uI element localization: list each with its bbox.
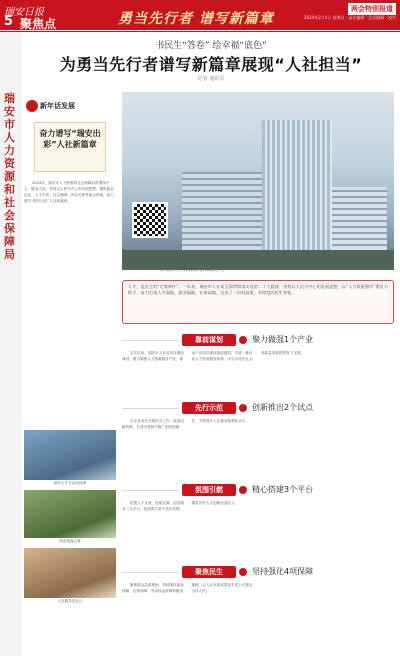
article-kicker: 书民生“答卷” 绘幸福“底色” bbox=[155, 41, 267, 51]
building-shape bbox=[262, 120, 332, 250]
section-heading: 坚持强化4项保障 bbox=[252, 567, 314, 576]
left-column bbox=[24, 90, 116, 650]
masthead bbox=[0, 0, 400, 30]
paper-name: 瑞安日报 bbox=[4, 7, 44, 18]
section-label: 先行示范 bbox=[182, 402, 236, 414]
section-heading: 精心搭建3个平台 bbox=[252, 485, 314, 494]
event-photo bbox=[24, 548, 116, 598]
section-name: 聚焦点 bbox=[20, 17, 57, 31]
section-body: 去年以来，瑞安市人社局坚持靠前谋划，聚力做强人力资源服务产业，推动产业园区建设提质增效，引进一批优质人力资源服务机构，为全市经济社会高质量发展提供有力支撑。 bbox=[122, 351, 305, 361]
essay-body: 2024年，瑞安市人力资源和社会保障局将围绕中心、服务大局，坚持以人民为中心的发展思想，聚焦就业创业、人才引育、社会保障、劳动关系等重点领域，奋力谱写“瑞安出彩”人社新篇章。 bbox=[24, 181, 114, 203]
event-photo bbox=[24, 490, 116, 538]
sidebar bbox=[0, 32, 22, 656]
section-body: 在全省率先开展试点工作，探索创新机制，打造可复制可推广的经验做法，不断提升人社服务便利化水平。 bbox=[122, 419, 249, 429]
ground-shape bbox=[122, 250, 394, 270]
article-headline: 为勇当先行者谱写新篇章展现“人社担当” bbox=[59, 55, 363, 74]
section-label: 聚焦民生 bbox=[182, 566, 236, 578]
article-byline: 记者 通讯员 bbox=[197, 76, 225, 82]
dot-icon bbox=[239, 336, 247, 344]
photo-caption: 瑞安人才日活动现场 bbox=[53, 481, 87, 485]
section-label: 氛围引燃 bbox=[182, 484, 236, 496]
section-header bbox=[122, 402, 394, 414]
divider bbox=[122, 572, 178, 573]
essay-title-box bbox=[34, 122, 106, 172]
section-header bbox=[122, 334, 394, 346]
intro-box: 人才，是民生的“定海神针”。一年来，瑞安市人社局全面贯彻落实党的二十大精神，坚持以人民为中心的发展思想，以“人力资源强市”建设为抓手，奋力打造人才高地、就业福地、社保高地，交出了一份有温度、有厚度的民生答卷。 bbox=[122, 280, 394, 324]
divider bbox=[122, 408, 178, 409]
sidebar-vertical-title: 瑞安市人力资源和社会保障局 bbox=[4, 92, 15, 261]
dev-tag bbox=[24, 100, 116, 112]
section-heading: 创新推出2个试点 bbox=[252, 403, 314, 412]
divider bbox=[122, 340, 178, 341]
divider bbox=[122, 490, 178, 491]
divider bbox=[0, 31, 400, 32]
dot-icon bbox=[239, 486, 247, 494]
section-header bbox=[122, 566, 394, 578]
section-heading: 聚力做强1个产业 bbox=[252, 335, 314, 344]
section-body: 聚焦群众急难愁盼，持续强化就业保障、社保保障、劳动权益保障和服务保障，让人社发展成果更多更公平惠及全体人民。 bbox=[122, 583, 253, 593]
essay-title: 奋力谱写“瑞安出彩”人社新篇章 bbox=[39, 129, 101, 149]
dot-icon bbox=[239, 404, 247, 412]
building-shape bbox=[332, 187, 387, 252]
event-photo bbox=[24, 430, 116, 480]
dot-icon bbox=[239, 568, 247, 576]
photo-caption: 人社服务进社区 bbox=[57, 599, 83, 603]
page-number: 5 bbox=[4, 14, 14, 29]
section-body: 搭建人才交流、技能竞赛、创业服务三大平台，营造尊才爱才良好氛围，激发各类人才创新创造活力。 bbox=[122, 501, 239, 511]
special-report-tag: 两会特别报道 bbox=[348, 3, 396, 15]
banner-title: 勇当先行者 谱写新篇章 bbox=[118, 11, 274, 27]
photo-caption: 职业技能大赛 bbox=[59, 539, 81, 543]
issue-meta: 2024年2月4日 星期日 · 责任编辑 · 美术编辑 · 校对 bbox=[304, 15, 396, 20]
circle-icon bbox=[26, 100, 38, 112]
qr-code-icon bbox=[132, 202, 168, 238]
main-photo bbox=[122, 92, 394, 270]
section-header bbox=[122, 484, 394, 496]
main-photo-caption: 图为瑞安市人力资源和社会保障服务中心 bbox=[160, 268, 225, 272]
building-shape bbox=[182, 172, 272, 252]
section-label: 靠前谋划 bbox=[182, 334, 236, 346]
dev-tag-label: 新年话发展 bbox=[40, 102, 75, 110]
